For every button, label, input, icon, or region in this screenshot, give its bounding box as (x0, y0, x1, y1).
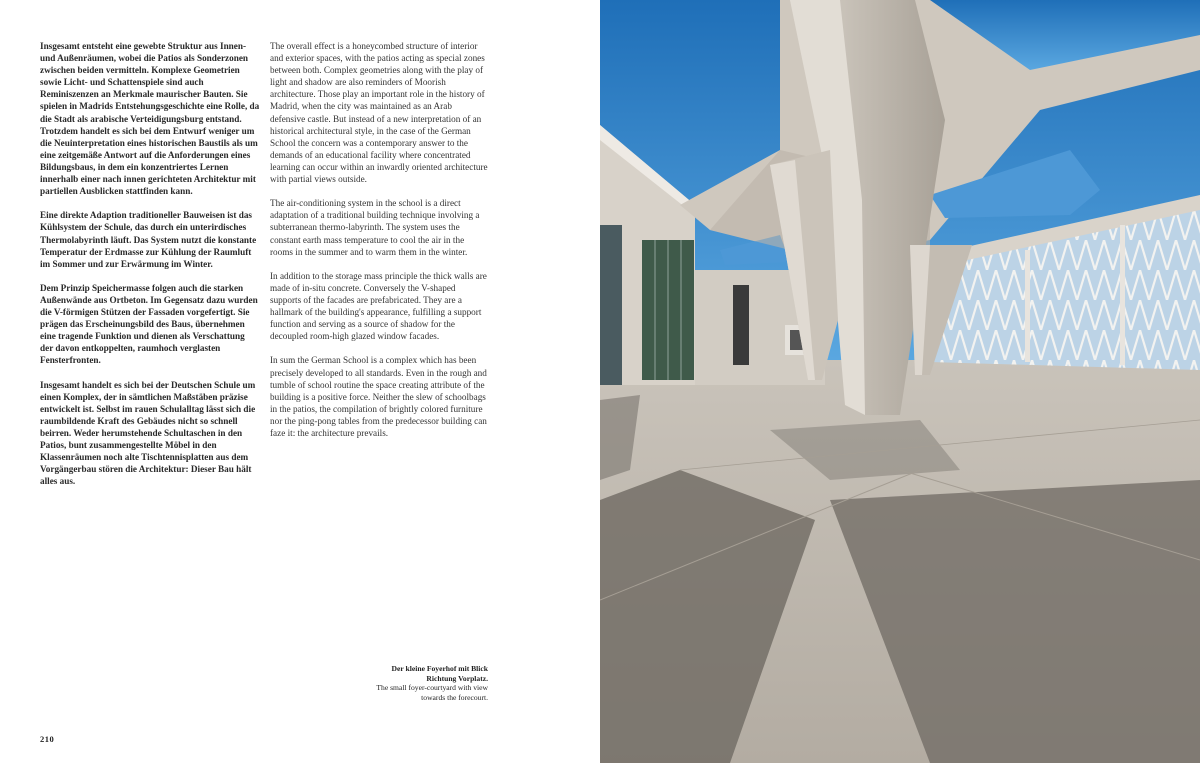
courtyard-photo (600, 0, 1200, 763)
german-paragraph-2: Eine direkte Adaption traditioneller Bauweisen ist das Kühlsystem der Schule, das durch ein unterirdisches Thermolabyrinth läuft. Das System nutzt die konstante Temperatur der Erdmasse zur Kühlung der Raumluft im Sommer und zur Erwärmung im Winter. (40, 210, 257, 269)
english-text-column (270, 40, 488, 451)
german-paragraph-1: Insgesamt entsteht eine gewebte Struktur aus Innen- und Außenräumen, wobei die Patios als Sonderzonen zwischen beiden vermitteln. Komplexe Geometrien sowie Licht- und Schattenspiele sind auch Reminiszenzen an Merkmale maurischer Bauten. Sie spielen in Madrids Entstehungsgeschichte eine Rolle, da die Stadt als arabische Verteidigungsburg entstand. Trotzdem handelt es sich bei dem Entwurf weniger um die Neuinterpretation eines historischen Baustils als um eine zeitgemäße Antwort auf die Anforderungen eines Bildungsbaus, in dem ein konzentriertes Lernen innerhalb einer nach innen gerichteten Architektur mit partiellen Ausblicken stattfinden kann. (40, 41, 260, 197)
courtyard-illustration (600, 0, 1200, 763)
english-paragraph-4: In sum the German School is a complex which has been precisely developed to all standards. Even in the rough and tumble of school routine the space creating attribute of the building is a positive force. Neither the slew of schoolbags in the patios, the compilation of brightly colored furniture nor the ping-pong tables from the predecessor building can faze it: the architecture prevails. (270, 355, 487, 438)
photo-caption (368, 664, 488, 702)
german-paragraph-4: Insgesamt handelt es sich bei der Deutschen Schule um einen Komplex, der in sämtlichen Maßstäben präzise entwickelt ist. Selbst im rauen Schulalltag lässt sich die raumbildende Kraft des Gebäudes nicht so schnell beirren. Weder herumstehende Schultaschen in den Patios, bunt zusammengestellte Möbel in den Klassenräumen noch alte Tischtennisplatten aus dem Vorgängerbau stören die Architektur: Dieser Bau hält alles aus. (40, 379, 256, 487)
english-paragraph-1: The overall effect is a honeycombed structure of interior and exterior spaces, with the patios acting as special zones between both. Complex geometries along with the play of light and shadow are also reminders of Moorish architecture. Those play an important role in the history of Madrid, when the city was maintained as an Arab defensive castle. But instead of a new interpretation of an historical architectural style, in the case of the German School the concern was a contemporary answer to the demands of an educational facility where concentrated learning can occur within an inwardly oriented architecture with partial views outside. (270, 41, 488, 185)
german-paragraph-3: Dem Prinzip Speichermasse folgen auch die starken Außenwände aus Ortbeton. Im Gegensatz dazu wurden die V-förmigen Stützen der Fassaden vorgefertigt. Sie prägen das Erscheinungsbild des Baus, übernehmen eine tragende Funktion und dienen als Verschattung der davon entkoppelten, raumhoch verglasten Fensterfronten. (40, 282, 258, 366)
german-text-column (40, 40, 260, 500)
caption-english: The small foyer-courtyard with view towards the forecourt. (376, 683, 488, 702)
page-number: 210 (40, 734, 55, 744)
english-paragraph-3: In addition to the storage mass principle the thick walls are made of in-situ concrete. Conversely the V-shaped supports of the facades are prefabricated. They are a hallmark of the building's appearance, fulfilling a support function and serving as a source of shadow for the decoupled room-high glazed window facades. (270, 270, 487, 342)
caption-german: Der kleine Foyerhof mit Blick Richtung Vorplatz. (391, 664, 488, 683)
english-paragraph-2: The air-conditioning system in the school is a direct adaptation of a traditional building technique involving a subterranean thermo-labyrinth. The system uses the constant earth mass temperature to cool the air in the rooms in the summer and to warm them in the winter. (270, 198, 480, 257)
